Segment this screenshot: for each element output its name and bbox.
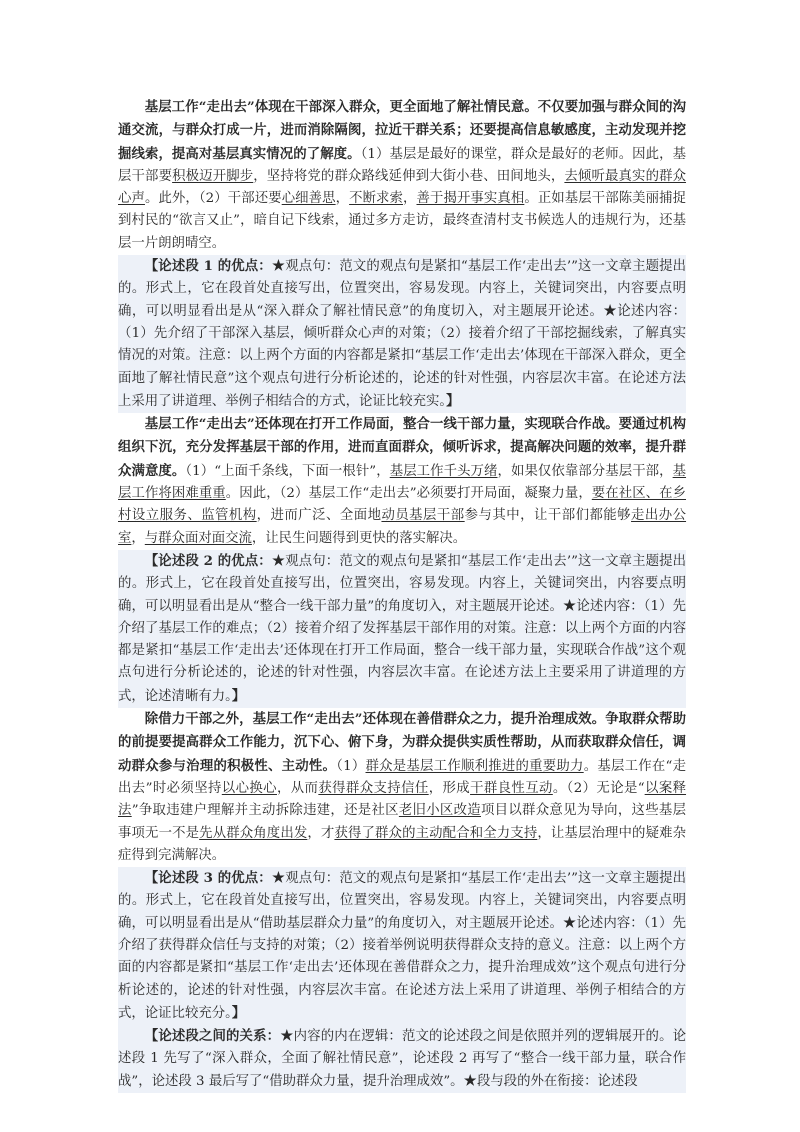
text-run: 。（2）无论是“ [552,780,645,796]
underlined-text: 干群良性互动 [470,780,553,796]
bold-text: 基层工作“走出去”体现在干部深入群众，更全面地了解社情民意。不仅要加强与群众间的沟通交流，与群众打成一片，进而消除隔阂，拉近干群关系；还要提高信息敏感度，主动发现并挖掘线索，提高对基层真实情况的了解度。 [118,99,686,162]
text-run: （1）基层是最好的课堂，群众是最好的老师。因此，基层干部要 [118,146,687,184]
text-run: ，才 [307,825,335,841]
underlined-text: 群众是基层工作顺利推进的重要助力 [365,758,584,774]
text-run: ★观点句：范文的观点句是紧扣“基层工作‘走出去’”这一文章主题提出的。形式上，它在段首处直接写出，位置突出，容易发现。内容上，关键词突出，内容要点明确，可以明显看出是从“整合一线干部力量”的角度切入，对主题展开论述。★论述内容：（1）先介绍了基层工作的难点；（2）接着介绍了发挥基层干部作用的对策。注意：以上两个方面的内容都是紧扣“基层工作‘走出去’还体现在打开工作局面，整合一线干部力量，实现联合作战”这个观点句进行分析论述的，论述的针对性强，内容层次丰富。在论述方法上主要采用了讲道理的方式，论述清晰有力。 [118,553,687,704]
text-run: ， [131,530,145,546]
underlined-text: 以心换心 [221,780,277,796]
body-paragraph-3 [118,708,686,867]
analysis-paragraph-2 [118,550,686,708]
text-run: ★观点句：范文的观点句是紧扣“基层工作‘走出去’”这一文章主题提出的。形式上，它在段首处直接写出，位置突出，容易发现。内容上，关键词突出，内容要点明确，可以明显看出是从“深入群众了解社情民意”的角度切入，对主题展开论述。★论述内容：（1）先介绍了干部深入基层，倾听群众心声的对策；（2）接着介绍了干部挖掘线索，了解真实情况的对策。注意：以上两个方面的内容都是紧扣“基层工作‘走出去’体现在干部深入群众，更全面地了解社情民意”这个观点句进行分析论述的，论述的针对性强，内容层次丰富。在论述方法上采用了讲道理、举例子相结合的方式，论证比较充实。 [118,259,687,409]
underlined-text: 动员基层干部 [381,508,465,524]
body-paragraph-2 [118,413,686,550]
underlined-text: 走出办公室 [118,508,687,546]
text-run: 。因此，（2）基层工作“走出去”必须要打开局面，凝聚力量， [225,486,592,502]
text-run: 。此外，（2）干部还要 [144,191,282,207]
analysis-paragraph-3 [118,867,686,1025]
bold-text: 【论述段 2 的优点： [144,552,272,569]
text-run: 项目以群众意见为导向，这些基层事项无一不是 [118,803,686,841]
text-run: ， [403,191,417,207]
paragraph-relationship [118,1025,686,1093]
document-page [118,96,686,1093]
underlined-text: 善于揭开事实真相 [416,191,525,207]
text-run: ， [335,191,350,207]
body-paragraph-1 [118,96,686,255]
underlined-text: 基层工作千头万绪 [389,463,498,479]
text-run: （1）“上面千条线，下面一根针”， [185,463,390,479]
text-run: ，让基层治理中的疑难杂症得到完满解决。 [118,825,687,863]
text-run: （1） [336,758,366,774]
underlined-text: 心细善思 [281,191,336,207]
bold-text: 【论述段 3 的优点： [144,870,272,887]
text-run: ★内容的内在逻辑：范文的论述段之间是依照并列的逻辑展开的。论述段 1 先写了“深入群众，全面了解社情民意”，论述段 2 再写了“整合一线干部力量，联合作战”，论述段 3 最后写了“借助群众力量，提升治理成效”。★段与段的外在衔接：论述段 [118,1029,687,1089]
text-run: ，进而广泛、全面地 [256,508,382,524]
text-run: 。基层工作在“走出去”时必须坚持 [118,758,686,796]
underlined-text: 获得了群众的主动配合和全力支持 [334,825,538,841]
text-run: ，形成 [428,780,471,796]
underlined-text: 要在社区、在乡村设立服务、监管机构 [118,486,687,524]
underlined-text: 以案释法 [118,780,687,819]
text-run: 。正如基层干部陈美丽捕捉到村民的“欲言又止”，暗自记下线索，通过多方走访，最终查清村支书候选人的违规行为，还基层一片朗朗晴空。 [118,191,687,251]
bold-text: 】 [446,392,460,409]
bold-text: 【论述段 1 的优点： [144,258,272,275]
text-run: ★观点句：范文的观点句是紧扣“基层工作‘走出去’”这一文章主题提出的。形式上，它在段首处直接写出，位置突出，容易发现。内容上，关键词突出，内容要点明确，可以明显看出是从“借助基层群众力量”的角度切入，对主题展开论述。★论述内容：（1）先介绍了获得群众信任与支持的对策；（2）接着举例说明获得群众支持的意义。注意：以上两个方面的内容都是紧扣“基层工作‘走出去’还体现在善借群众之力，提升治理成效”这个观点句进行分析论述的，论述的针对性强，内容层次丰富。在论述方法上采用了讲道理、举例子相结合的方式，论证比较充分。 [118,871,687,1021]
bold-text: 】 [231,687,246,704]
underlined-text: 去倾听最真实的群众心声 [118,168,687,207]
text-run: 参与其中，让干部们都能够 [464,508,632,524]
underlined-text: 与群众面对面交流 [144,530,252,546]
underlined-text: 积极迈开脚步 [172,168,254,184]
text-run: ，从而 [276,780,319,796]
underlined-text: 基层工作将困难重重 [118,463,687,502]
bold-text: 【论述段之间的关系： [144,1028,281,1045]
text-run: ，如果仅依靠部分基层干部， [497,463,673,479]
underlined-text: 先从群众角度出发 [199,825,308,841]
bold-text: 除借力干部之外，基层工作“走出去”还体现在善借群众之力，提升治理成效。争取群众帮助的前提要提高群众工作能力，沉下心、俯下身，为群众提供实质性帮助，从而获取群众信任，调动群众参与治理的积极性、主动性。 [118,711,686,774]
bold-text: 】 [231,1004,246,1021]
text-run: ，坚持将党的群众路线延伸到大街小巷、田间地头， [253,168,565,184]
underlined-text: 不断求索 [349,191,404,207]
underlined-text: 老旧小区改造 [398,803,481,819]
text-run: ”争取违建户理解并主动拆除违建，还是社区 [131,803,399,819]
text-run: ，让民生问题得到更快的落实解决。 [251,530,467,546]
underlined-text: 获得群众支持信任 [318,780,429,796]
analysis-paragraph-1 [118,255,686,413]
bold-text: 基层工作“走出去”还体现在打开工作局面，整合一线干部力量，实现联合作战。要通过机构组织下沉，充分发挥基层干部的作用，进而直面群众，倾听诉求，提高解决问题的效率，提升群众满意度。 [118,416,686,479]
